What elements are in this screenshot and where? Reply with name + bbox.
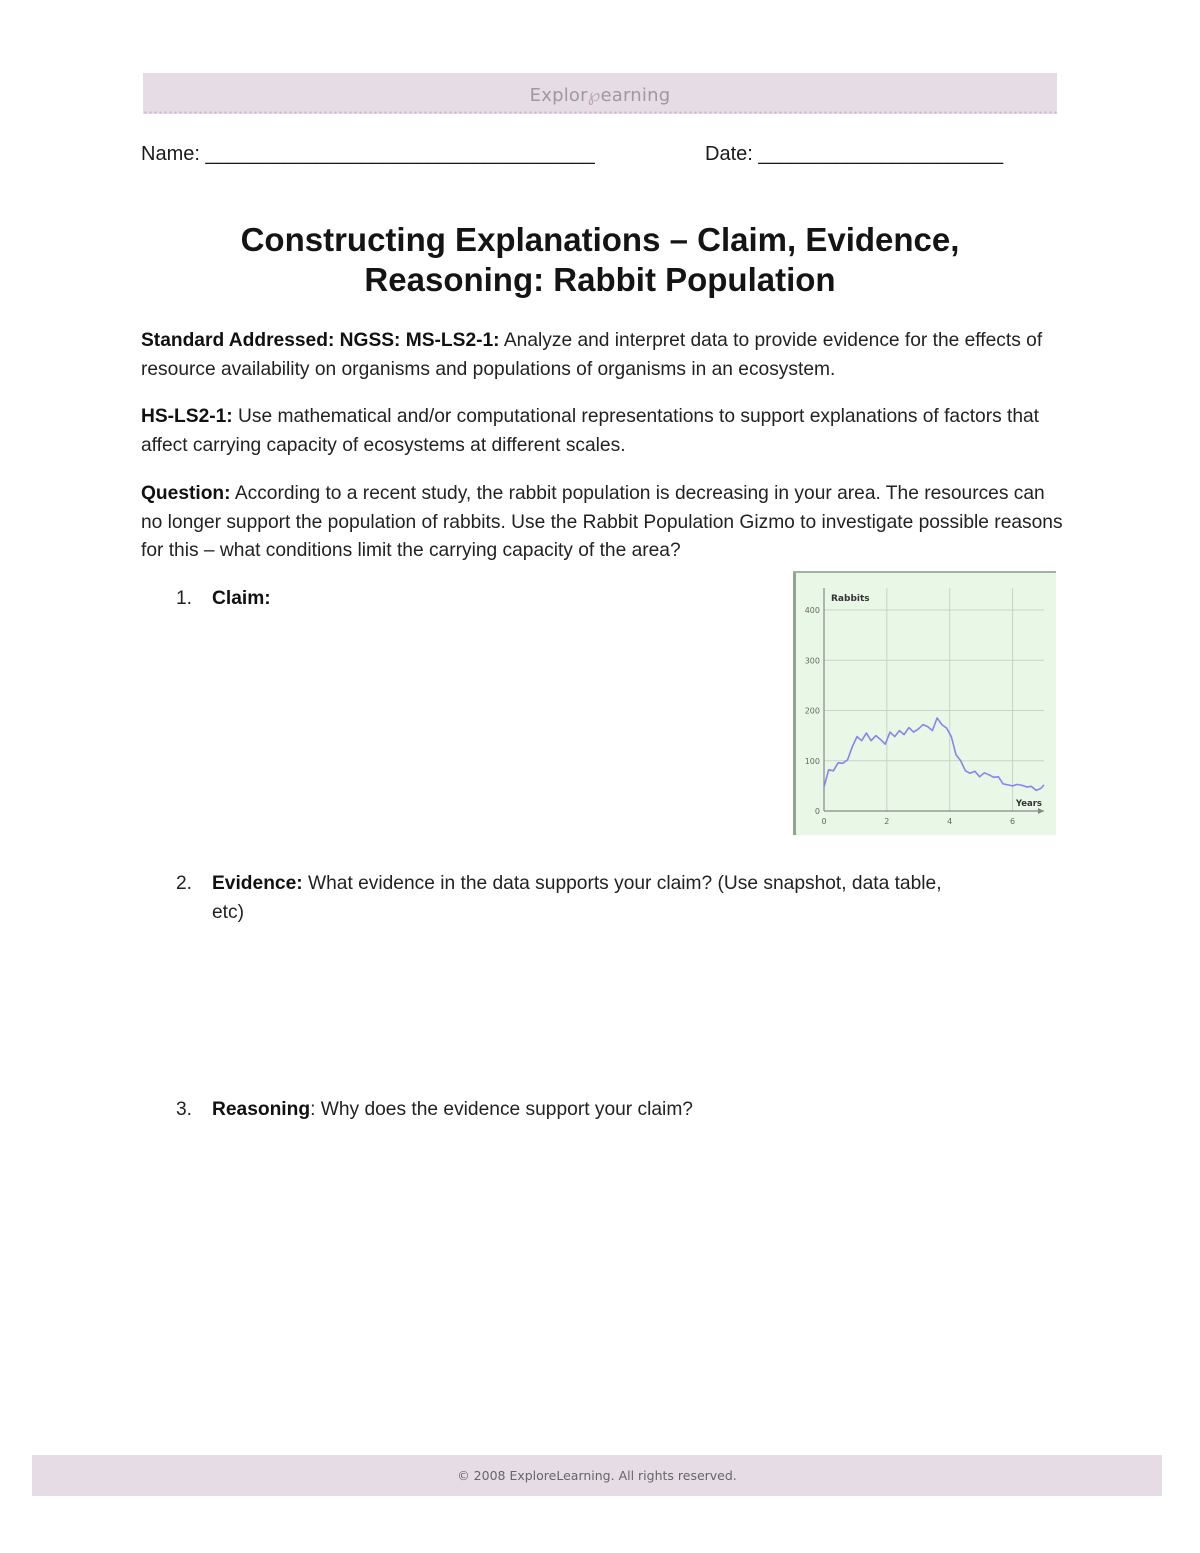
hs-standard-label: HS-LS2-1: [141, 406, 233, 427]
list-number: 2. [176, 873, 193, 894]
evidence-text: What evidence in the data supports your claim? (Use snapshot, data table, [302, 873, 942, 894]
x-tick-label: 4 [947, 817, 953, 826]
rabbit-population-chart [793, 571, 1056, 835]
list-item-claim [176, 585, 271, 614]
x-tick-label: 6 [1010, 817, 1016, 826]
chart-svg [793, 571, 1056, 835]
chart-left-border [793, 571, 796, 835]
standard-text: Analyze and interpret data to provide evidence for the effects of resource availability on organisms and populations of organisms in an ecosystem. [141, 330, 1043, 380]
y-tick-label: 100 [804, 756, 820, 766]
standard-label: Standard Addressed: NGSS: MS-LS2-1: [141, 330, 500, 351]
copyright-text: © 2008 ExploreLearning. All rights reserved. [457, 1468, 737, 1483]
standard-paragraph [141, 327, 1071, 384]
hs-standard-paragraph [141, 403, 1071, 460]
question-paragraph [141, 480, 1071, 566]
chart-top-border [793, 571, 1056, 573]
y-tick-label: 400 [804, 606, 820, 615]
list-number: 1. [176, 588, 193, 609]
question-label: Question: [141, 483, 231, 504]
x-axis-label: Years [1015, 799, 1042, 809]
y-tick-label: 300 [804, 656, 820, 666]
reasoning-label: Reasoning [212, 1099, 311, 1120]
question-text: According to a recent study, the rabbit population is decreasing in your area. The resources can no longer support the population of rabbits. Use the Rabbit Population Gizmo to investigate possible reasons for this – what conditions limit the carrying capacity of the area? [141, 483, 1063, 561]
chart-title: Rabbits [831, 594, 870, 604]
footer-band [32, 1455, 1162, 1496]
y-tick-label: 200 [804, 706, 820, 716]
claim-label: Claim: [212, 588, 271, 609]
chart-background [793, 571, 1056, 835]
evidence-text-cont: etc) [212, 902, 244, 923]
hs-standard-text: Use mathematical and/or computational representations to support explanations of factors that affect carrying capacity of ecosystems at different scales. [141, 406, 1040, 456]
date-field[interactable]: Date: ______________________ [705, 143, 1004, 165]
reasoning-text: : Why does the evidence support your claim? [310, 1099, 693, 1120]
list-item-reasoning [176, 1096, 693, 1125]
dotted-border [143, 111, 1057, 114]
leaf-icon: ℘ [587, 85, 601, 106]
list-number: 3. [176, 1099, 193, 1120]
x-tick-label: 2 [884, 817, 890, 826]
page-title-line2: Reasoning: Rabbit Population [364, 261, 836, 298]
list-item-evidence [176, 870, 942, 899]
x-tick-label: 0 [821, 817, 827, 826]
header-band [143, 73, 1057, 114]
name-field[interactable]: Name: ___________________________________ [141, 143, 595, 165]
page-title-line1: Constructing Explanations – Claim, Evidence, [240, 221, 960, 258]
evidence-label: Evidence: [212, 873, 303, 894]
explorelearning-logo: Explor℘earning [529, 85, 671, 106]
y-tick-label: 0 [814, 807, 820, 816]
